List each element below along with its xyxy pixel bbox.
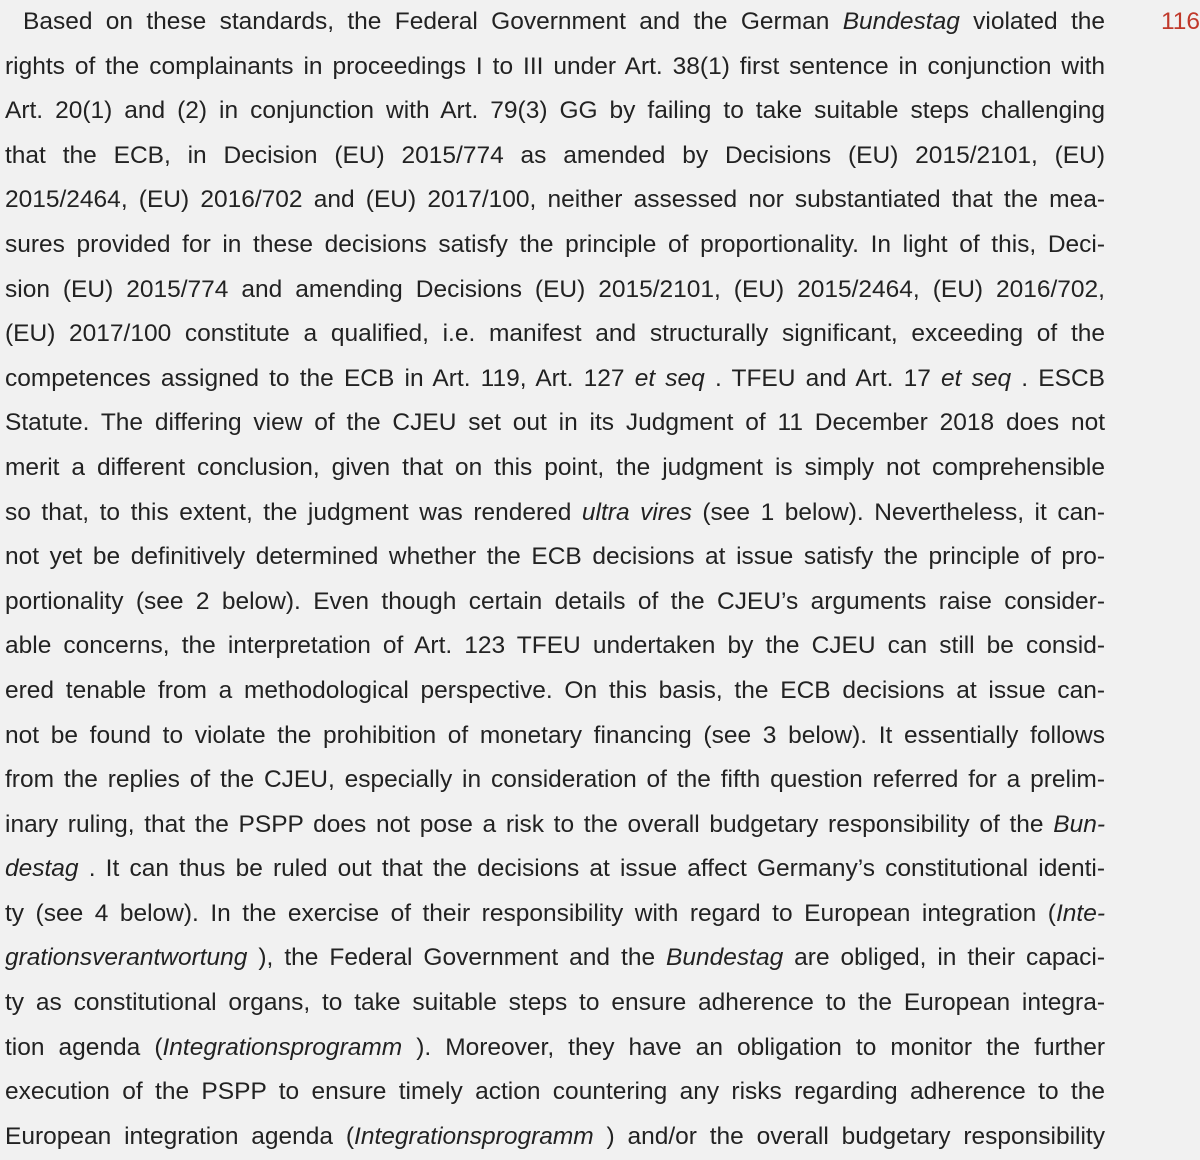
- text-line: [5, 1026, 1105, 1071]
- text-run: able concerns, the interpretation of Art. 123 TFEU undertaken by the CJEU can still be consid-: [5, 632, 1105, 660]
- text-line: [5, 45, 1105, 90]
- text-line: [5, 491, 1105, 536]
- text-run: ty as constitutional organs, to take suitable steps to ensure adherence to the European integra-: [5, 989, 1105, 1017]
- text-line: [5, 134, 1105, 179]
- text-run: sures provided for in these decisions satisfy the principle of proportionality. In light of this, Deci-: [5, 230, 1105, 258]
- text-run: sion (EU) 2015/774 and amending Decisions (EU) 2015/2101, (EU) 2015/2464, (EU) 2016/702,: [5, 275, 1105, 303]
- text-line: [5, 268, 1105, 313]
- text-run: inary ruling, that the PSPP does not pose a risk to the overall budgetary responsibility of the: [5, 810, 1054, 838]
- text-run: that the ECB, in Decision (EU) 2015/774 as amended by Decisions (EU) 2015/2101, (EU): [5, 141, 1105, 169]
- text-line: [5, 0, 1105, 45]
- text-run: European integration agenda (: [5, 1122, 355, 1150]
- text-line: [5, 401, 1105, 446]
- text-run: ). Moreover, they have an obligation to monitor the further: [402, 1033, 1106, 1061]
- text-line: [5, 580, 1105, 625]
- text-run: execution of the PSPP to ensure timely action countering any risks regarding adherence to the: [5, 1078, 1105, 1106]
- text-run: . TFEU and Art. 17: [704, 364, 942, 392]
- text-line: [5, 847, 1105, 892]
- text-run: from the replies of the CJEU, especially in consideration of the fifth question referred for a prelim-: [5, 766, 1105, 794]
- text-run: merit a different conclusion, given that on this point, the judgment is simply not comprehensible: [5, 453, 1105, 481]
- italic-term: Bun-: [1053, 810, 1105, 838]
- text-line: [5, 1070, 1105, 1115]
- text-run: so that, to this extent, the judgment was rendered: [5, 498, 582, 526]
- text-line: [5, 981, 1105, 1026]
- text-run: portionality (see 2 below). Even though certain details of the CJEU’s arguments raise consider-: [5, 587, 1105, 615]
- text-run: Art. 20(1) and (2) in conjunction with Art. 79(3) GG by failing to take suitable steps challenging: [5, 97, 1105, 125]
- italic-term: grationsverantwortung: [5, 944, 248, 972]
- text-run: are obliged, in their capaci-: [783, 944, 1105, 972]
- italic-term: ultra vires: [581, 498, 692, 526]
- text-line: [5, 936, 1105, 981]
- text-run: 2015/2464, (EU) 2016/702 and (EU) 2017/100, neither assessed nor substantiated that the mea-: [5, 186, 1105, 214]
- text-run: not yet be definitively determined whether the ECB decisions at issue satisfy the principle of pro-: [5, 543, 1105, 571]
- text-line: [5, 446, 1105, 491]
- text-line: [5, 669, 1105, 714]
- italic-term: Integrationsprogramm: [354, 1122, 594, 1150]
- italic-term: et seq: [941, 364, 1012, 392]
- text-line: [5, 624, 1105, 669]
- text-run: . ESCB: [1011, 364, 1106, 392]
- text-run: tion agenda (: [5, 1033, 163, 1061]
- text-run: rights of the complainants in proceedings I to III under Art. 38(1) first sentence in conjunction with: [5, 52, 1105, 80]
- italic-term: et seq: [634, 364, 705, 392]
- text-run: violated the: [959, 8, 1105, 35]
- judgment-paragraph: [5, 0, 1105, 1159]
- text-run: ered tenable from a methodological perspective. On this basis, the ECB decisions at issue can-: [5, 676, 1105, 704]
- italic-term: Integrationsprogramm: [162, 1033, 403, 1061]
- text-line: [5, 312, 1105, 357]
- text-line: [5, 714, 1105, 759]
- italic-term: Inte-: [1055, 899, 1105, 927]
- text-run: not be found to violate the prohibition of monetary financing (see 3 below). It essentially follows: [5, 721, 1105, 749]
- text-line: [5, 357, 1105, 402]
- text-line: [5, 892, 1105, 937]
- text-run: ) and/or the overall budgetary responsibility: [593, 1122, 1105, 1150]
- marginal-number: 116: [1160, 8, 1200, 35]
- text-run: competences assigned to the ECB in Art. 119, Art. 127: [5, 364, 635, 392]
- text-line: [5, 89, 1105, 134]
- text-run: Based on these standards, the Federal Government and the German: [23, 8, 843, 35]
- text-line: [5, 535, 1105, 580]
- text-line: [5, 178, 1105, 223]
- text-run: ), the Federal Government and the: [247, 944, 667, 972]
- italic-term: Bundestag: [666, 944, 784, 972]
- text-run: . It can thus be ruled out that the decisions at issue affect Germany’s constitutional identi-: [78, 855, 1105, 883]
- text-line: [5, 758, 1105, 803]
- text-run: ty (see 4 below). In the exercise of their responsibility with regard to European integration (: [5, 899, 1056, 927]
- text-run: Statute. The differing view of the CJEU set out in its Judgment of 11 December 2018 does not: [5, 409, 1105, 437]
- italic-term: Bundestag: [842, 8, 960, 35]
- text-line: [5, 223, 1105, 268]
- text-run: (EU) 2017/100 constitute a qualified, i.e. manifest and structurally significant, exceeding of the: [5, 320, 1105, 348]
- italic-term: destag: [5, 855, 79, 883]
- text-run: (see 1 below). Nevertheless, it can-: [691, 498, 1105, 526]
- text-line: [5, 1115, 1105, 1160]
- text-line: [5, 803, 1105, 848]
